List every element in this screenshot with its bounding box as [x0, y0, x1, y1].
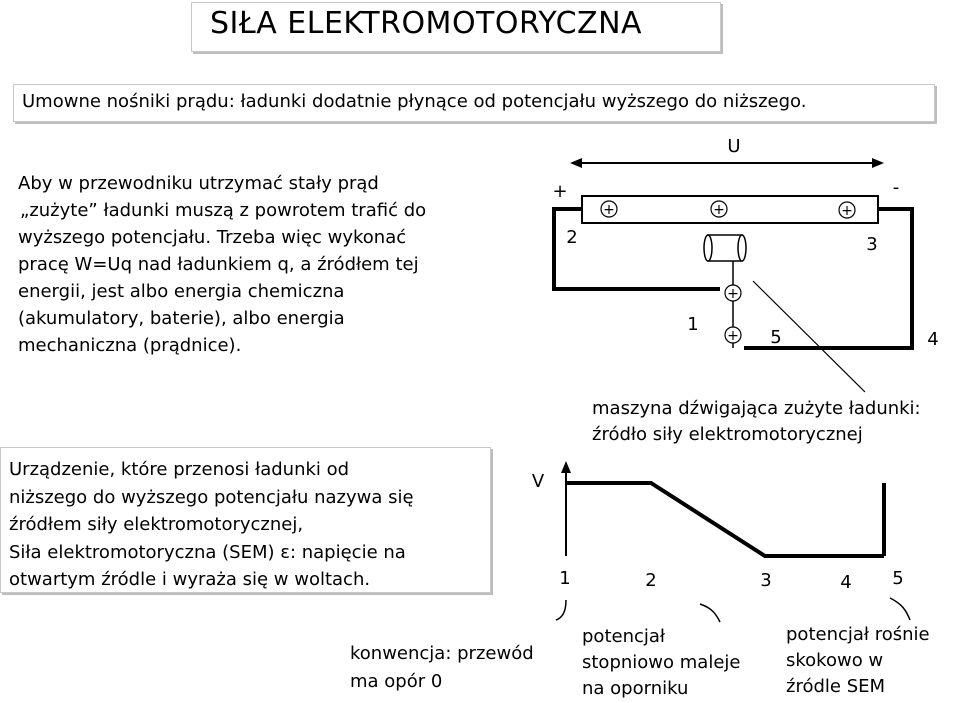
resistor-note-line: na oporniku	[582, 678, 689, 699]
x-tick-4: 4	[840, 572, 852, 593]
charge-in-resistor	[711, 201, 727, 218]
intro-line: mechaniczna (prądnice).	[18, 335, 242, 356]
intro-line: energii, jest albo energia chemiczna	[18, 281, 345, 302]
x-tick-3: 3	[760, 570, 772, 591]
source-note-line: potencjał rośnie	[786, 624, 930, 645]
emf-source-cylinder	[704, 235, 746, 261]
charge-in-source	[725, 285, 741, 302]
x-tick-1: 1	[559, 568, 571, 589]
source-note-line: skokowo w	[786, 650, 884, 671]
intro-line: wyższego potencjału. Trzeba więc wykonać	[18, 227, 407, 248]
voltage-label: U	[727, 136, 741, 157]
definition-line: Siła elektromotoryczna (SEM) ε: napięcie na	[9, 541, 406, 563]
x-tick-5: 5	[892, 568, 904, 589]
wire-note-line: ma opór 0	[350, 671, 443, 692]
intro-line: „zużyte” ładunki muszą z powrotem trafić do	[20, 200, 427, 221]
definition-line: Urządzenie, które przenosi ładunki od	[9, 459, 350, 480]
right-wire	[744, 209, 912, 348]
y-axis-label: V	[531, 471, 545, 492]
resistor-bar	[582, 196, 878, 223]
wire-note-brace	[556, 600, 566, 620]
definition-line: niższego do wyższego potencjału nazywa się	[9, 486, 414, 508]
source-note-brace	[890, 598, 910, 620]
x-tick-2: 2	[645, 570, 657, 591]
convention-text: Umowne nośniki prądu: ładunki dodatnie płynące od potencjału wyższego do niższego.	[22, 91, 807, 112]
point-label-3: 3	[866, 234, 878, 255]
source-note	[786, 622, 930, 700]
point-label-5: 5	[770, 327, 782, 348]
svg-text:+: +	[727, 286, 739, 302]
wire-note-line: konwencja: przewód	[350, 643, 534, 664]
charge-in-source	[725, 327, 741, 344]
machine-label-line: maszyna dźwigająca zużyte ładunki:	[592, 398, 921, 419]
charge-in-resistor	[601, 201, 617, 218]
definition-line: otwartym źródle i wyraża się w woltach.	[9, 569, 371, 590]
svg-text:+: +	[603, 202, 615, 218]
intro-line: pracę W=Uq nad ładunkiem q, a źródłem tej	[18, 254, 419, 275]
machine-label	[592, 396, 921, 448]
charge-in-resistor	[839, 202, 855, 219]
plus-terminal: +	[552, 181, 568, 202]
svg-text:+: +	[713, 202, 725, 218]
source-note-line: źródle SEM	[786, 676, 886, 697]
resistor-note-brace	[700, 604, 720, 622]
y-axis-arrow	[561, 461, 571, 473]
point-label-4: 4	[927, 329, 939, 350]
resistor-note	[582, 624, 740, 702]
svg-text:+: +	[841, 203, 853, 219]
point-label-1: 1	[687, 314, 699, 335]
machine-label-line: źródło siły elektromotorycznej	[592, 424, 863, 445]
minus-terminal: -	[892, 177, 900, 198]
voltage-arrow	[570, 158, 884, 168]
definition-line: źródłem siły elektromotorycznej,	[9, 514, 304, 535]
intro-line: (akumulatory, baterie), albo energia	[18, 308, 345, 329]
page-title: SIŁA ELEKTROMOTORYCZNA	[210, 6, 643, 41]
resistor-note-line: stopniowo maleje	[582, 652, 741, 673]
svg-text:+: +	[727, 328, 739, 344]
wire-note	[350, 640, 534, 696]
potential-graph	[561, 461, 884, 556]
resistor-note-line: potencjał	[582, 626, 666, 647]
intro-line: Aby w przewodniku utrzymać stały prąd	[18, 173, 379, 194]
potential-curve	[566, 483, 884, 556]
point-label-2: 2	[566, 227, 578, 248]
